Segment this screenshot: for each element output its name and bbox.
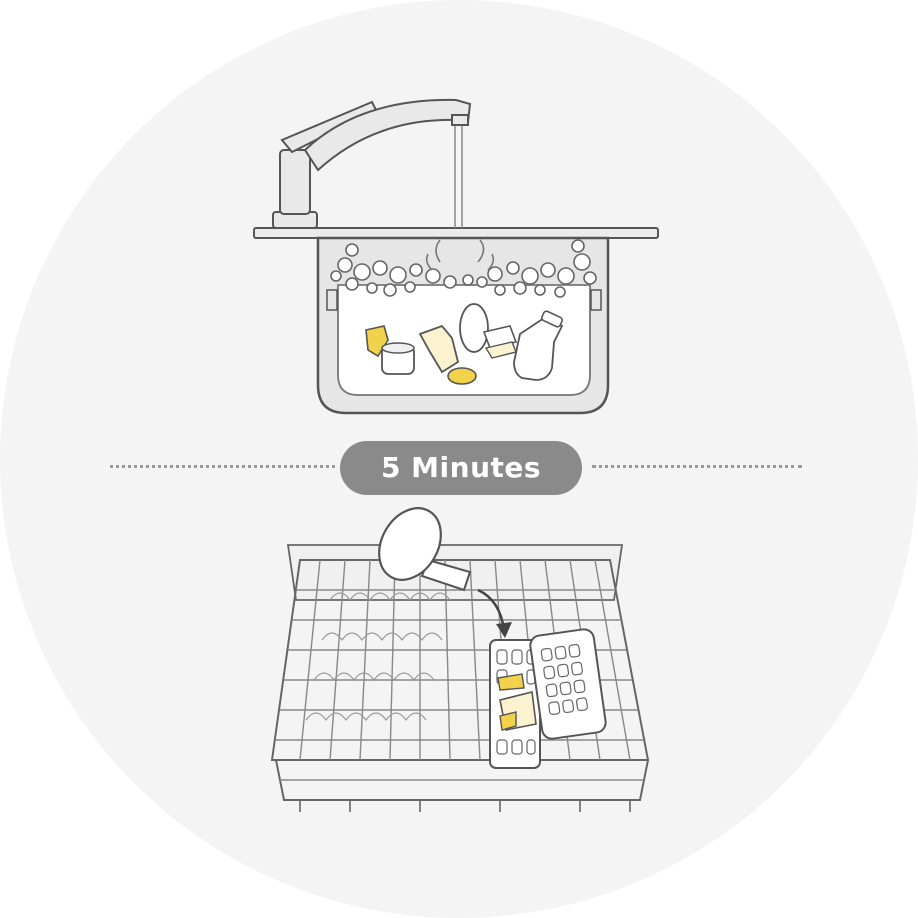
- arrow-head-icon: [496, 622, 512, 638]
- divider-right: [592, 465, 802, 468]
- timer-label: 5 Minutes: [380, 451, 542, 484]
- countertop: [254, 228, 658, 238]
- water-stream: [455, 126, 462, 228]
- faucet-icon: [273, 100, 470, 228]
- dishwasher-rack-illustration: [272, 497, 648, 812]
- divider-left: [110, 465, 335, 468]
- timer-badge: [340, 441, 582, 495]
- basket-lid: [529, 628, 607, 740]
